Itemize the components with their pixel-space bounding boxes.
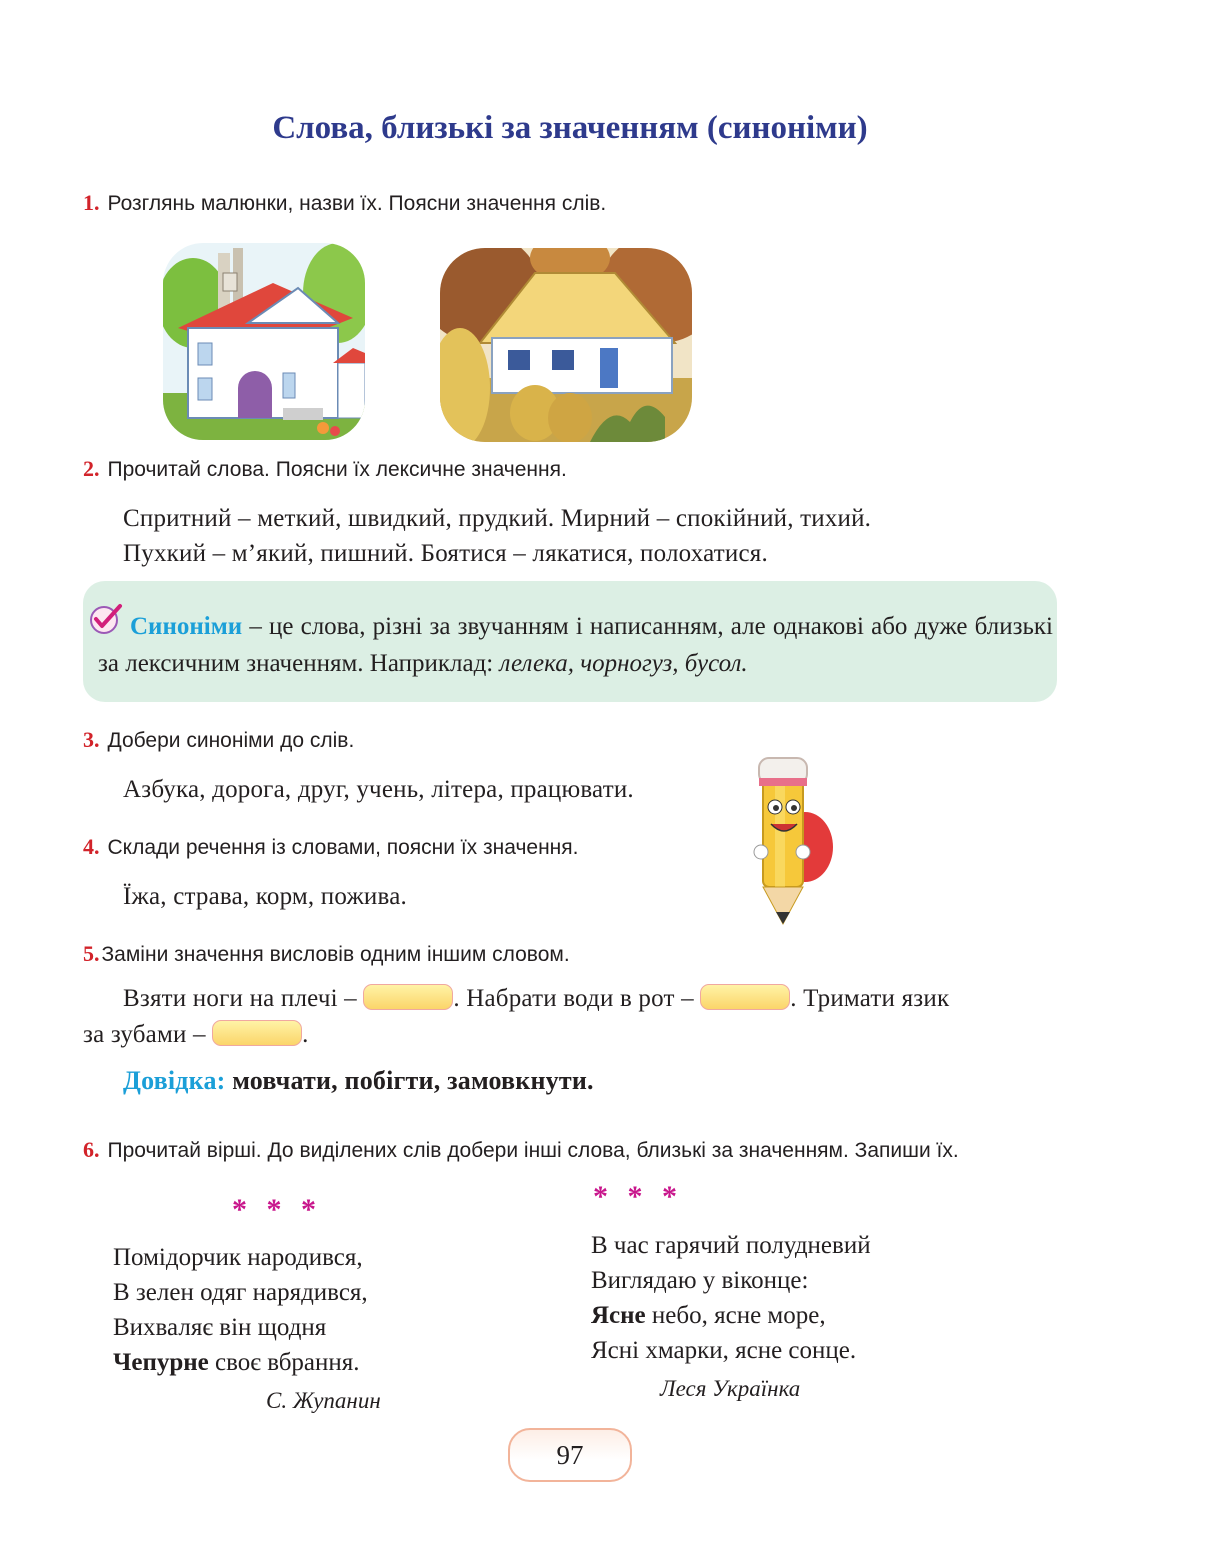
- answer-blank-1[interactable]: [363, 984, 453, 1010]
- task-number: 2.: [83, 456, 100, 481]
- poem-1-stars: * * *: [232, 1193, 322, 1226]
- task-instruction: Заміни значення висловів одним іншим словом.: [101, 943, 570, 966]
- reference-label: Довідка:: [123, 1066, 226, 1095]
- task-5-line-1: [123, 984, 949, 1013]
- task-instruction: Прочитай слова. Поясни їх лексичне значення.: [107, 458, 567, 481]
- task-number: 4.: [83, 834, 100, 859]
- white-house-illustration: [163, 243, 365, 440]
- task-3: [83, 727, 354, 753]
- poem-1-author: С. Жупанин: [266, 1388, 381, 1413]
- task-number: 1.: [83, 190, 100, 215]
- task-5: [83, 941, 570, 967]
- task-4-words: Їжа, страва, корм, пожива.: [123, 883, 407, 910]
- task-6: [83, 1137, 959, 1163]
- phrase-4: за зубами –: [83, 1021, 213, 1048]
- poem-2: [591, 1228, 871, 1368]
- task-3-words: Азбука, дорога, друг, учень, літера, працювати.: [123, 776, 634, 803]
- task-number: 6.: [83, 1137, 100, 1162]
- task-5-line-2: [83, 1020, 309, 1049]
- reference-words: мовчати, побігти, замовкнути.: [225, 1066, 594, 1095]
- answer-blank-3[interactable]: [212, 1020, 302, 1046]
- thatched-cottage-illustration: [440, 248, 692, 442]
- task-instruction: Розглянь малюнки, назви їх. Поясни значення слів.: [107, 192, 607, 215]
- task-instruction: Прочитай вірші. До виділених слів добери інші слова, близькі за значенням. Запиши їх.: [107, 1139, 959, 1162]
- poem-line: В час гарячий полудневий: [591, 1232, 871, 1259]
- task-number: 3.: [83, 727, 100, 752]
- rule-definition: [98, 608, 1053, 682]
- poem-2-stars: * * *: [593, 1180, 683, 1213]
- rule-example: лелека, чорногуз, бусол.: [499, 650, 748, 677]
- highlighted-word: Чепурне: [113, 1349, 209, 1376]
- phrase-3: . Тримати язик: [790, 985, 950, 1012]
- task-4: [83, 834, 578, 860]
- poem-1: [113, 1240, 368, 1380]
- page-number: 97: [508, 1428, 632, 1482]
- highlighted-word: Ясне: [591, 1302, 646, 1329]
- poem-line: Помідорчик народився,: [113, 1244, 363, 1271]
- poem-line: [113, 1345, 368, 1380]
- answer-blank-2[interactable]: [700, 984, 790, 1010]
- poem-line: Вихваляє він щодня: [113, 1314, 327, 1341]
- synonym-line-1: Спритний – меткий, швидкий, прудкий. Мирний – спокійний, тихий.: [123, 505, 872, 532]
- task-instruction: Склади речення із словами, поясни їх значення.: [107, 836, 579, 859]
- reference-hint: [123, 1066, 594, 1096]
- phrase-1: Взяти ноги на плечі –: [123, 985, 364, 1012]
- phrase-5: .: [302, 1021, 309, 1048]
- rule-text: – це слова, різні за звучанням і написанням, але однакові або дуже близькі за лексичним значенням. Наприклад:: [98, 613, 1053, 677]
- poem-line-rest: небо, ясне море,: [645, 1302, 826, 1329]
- task-2: [83, 456, 567, 482]
- phrase-2: . Набрати води в рот –: [453, 985, 701, 1012]
- poem-line: В зелен одяг нарядився,: [113, 1279, 368, 1306]
- poem-line: [591, 1298, 871, 1333]
- rule-term: Синоніми: [130, 613, 243, 640]
- poem-line: Виглядаю у віконце:: [591, 1267, 809, 1294]
- poem-2-author: Леся Українка: [660, 1376, 801, 1401]
- poem-line: Ясні хмарки, ясне сонце.: [591, 1337, 857, 1364]
- synonym-line-2: Пухкий – м’який, пишний. Боятися – лякатися, полохатися.: [123, 540, 768, 567]
- task-number: 5.: [83, 941, 100, 966]
- pencil-mascot-illustration: [745, 752, 837, 927]
- task-1: [83, 190, 606, 216]
- poem-line-rest: своє вбрання.: [208, 1349, 360, 1376]
- page-title: Слова, близькі за значенням (синоніми): [272, 110, 868, 146]
- task-instruction: Добери синоніми до слів.: [107, 729, 355, 752]
